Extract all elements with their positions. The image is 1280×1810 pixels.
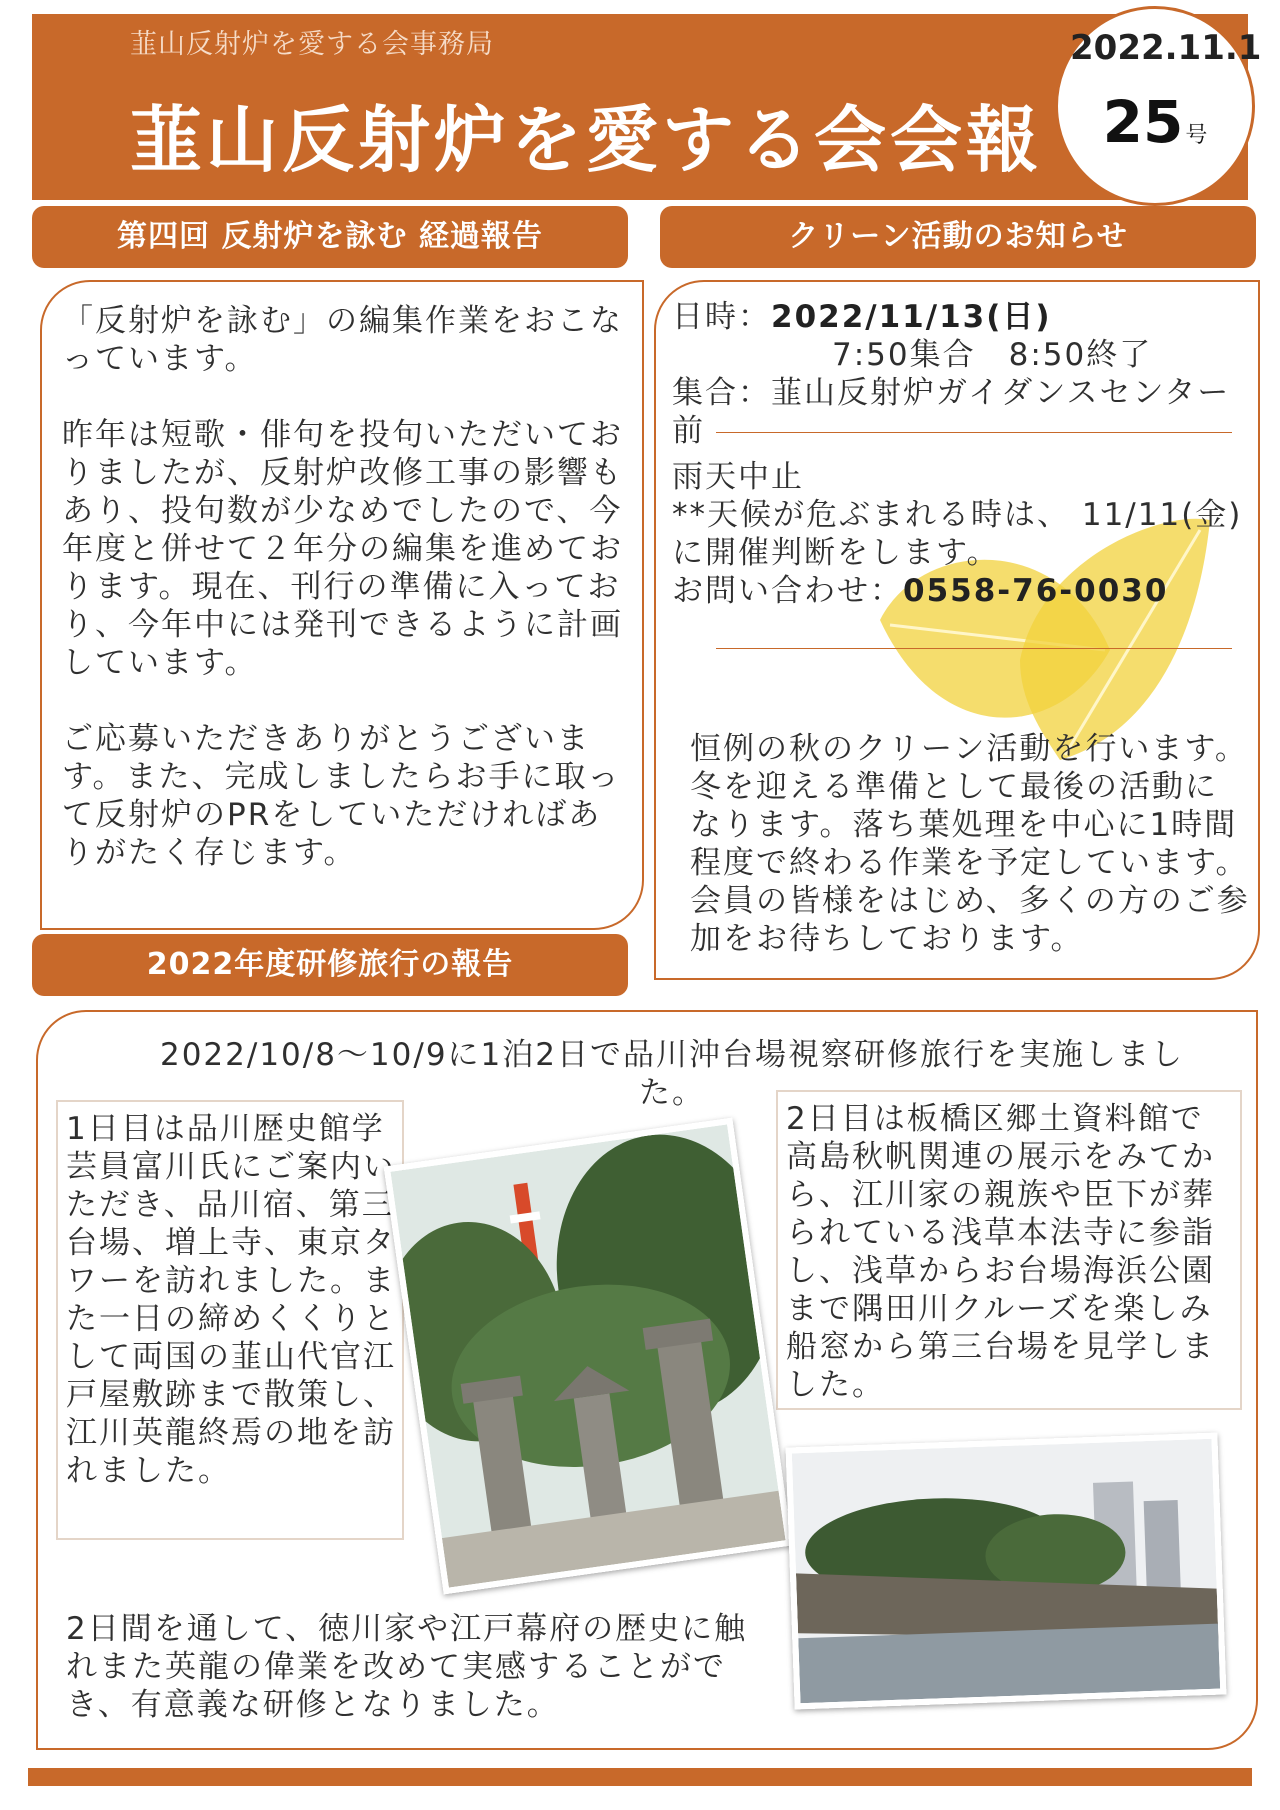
clean-details: [672, 298, 1262, 450]
place-value: 韮山反射炉ガイダンスセンター前: [672, 375, 1231, 449]
contact-line: [672, 572, 1262, 610]
contact-value: 0558-76-0030: [903, 573, 1169, 609]
clean-heading: クリーン活動のお知らせ: [660, 206, 1256, 268]
photo-shrine-lanterns: [384, 1118, 793, 1595]
poems-paragraph-1: 「反射炉を詠む」の編集作業をおこなっています。: [62, 303, 623, 377]
clean-notes: [672, 458, 1262, 610]
poems-body: [62, 302, 632, 910]
clean-place-line: [672, 374, 1262, 450]
issue-number-wrap: [1070, 88, 1240, 156]
clean-date-line: [672, 298, 1262, 336]
footer-band: [28, 1768, 1252, 1786]
clean-time: 7:50集合 8:50終了: [832, 337, 1153, 373]
rain-notice: 雨天中止: [672, 459, 804, 495]
contact-label: お問い合わせ：: [672, 573, 903, 609]
poems-paragraph-2: 昨年は短歌・俳句を投句いただいておりましたが、反射炉改修工事の影響もあり、投句数が少なめでしたので、今年度と併せて２年分の編集を進めております。現在、刊行の準備に入っており、今年中には発刊できるように計画しています。: [62, 417, 623, 681]
weather-note: **天候が危ぶまれる時は、 11/11(金)に開催判断をします。: [672, 497, 1243, 571]
poems-heading: 第四回 反射炉を詠む 経過報告: [32, 206, 628, 268]
place-label: 集合：: [672, 375, 771, 411]
poems-paragraph-3: ご応募いただきありがとうございます。また、完成しましたらお手に取って反射炉のPRをしていただければありがたく存じます。: [62, 721, 621, 871]
photo-daiba-seawall: [786, 1433, 1227, 1710]
organization-name: 韮山反射炉を愛する会事務局: [130, 29, 494, 60]
issue-suffix: 号: [1185, 123, 1208, 148]
divider: [716, 432, 1232, 433]
issue-number: 25: [1102, 88, 1184, 156]
trip-heading: 2022年度研修旅行の報告: [32, 934, 628, 996]
daiba-image: [792, 1439, 1220, 1704]
newsletter-title: 韮山反射炉を愛する会会報: [130, 98, 1043, 182]
date-label: 日時：: [672, 299, 771, 335]
shrine-image: [390, 1124, 785, 1587]
issue-date: 2022.11.1: [1070, 28, 1262, 68]
day1-text: 1日目は品川歴史館学芸員富川氏にご案内いただき、品川宿、第三台場、増上寺、東京タワーを訪れました。また一日の締めくくりとして両国の韮山代官江戸屋敷跡まで散策し、江川英龍終焉の地を訪れました。: [66, 1111, 396, 1489]
clean-body: 恒例の秋のクリーン活動を行います。冬を迎える準備として最後の活動になります。落ち葉処理を中心に1時間程度で終わる作業を予定しています。会員の皆様をはじめ、多くの方のご参加をお待ちしております。: [690, 731, 1250, 957]
trip-closing: 2日間を通して、徳川家や江戸幕府の歴史に触れまた英龍の偉業を改めて実感することができ、有意義な研修となりました。: [66, 1611, 748, 1723]
date-value: 2022/11/13(日): [771, 299, 1052, 335]
divider: [716, 648, 1232, 649]
day2-text: 2日目は板橋区郷土資料館で高島秋帆関連の展示をみてから、江川家の親族や臣下が葬られている浅草本法寺に参詣し、浅草からお台場海浜公園まで隅田川クルーズを楽しみ船窓から第三台場を見学しました。: [786, 1101, 1215, 1403]
trip-intro: 2022/10/8～10/9に1泊2日で品川沖台場視察研修旅行を実施しました。: [159, 1037, 1184, 1111]
